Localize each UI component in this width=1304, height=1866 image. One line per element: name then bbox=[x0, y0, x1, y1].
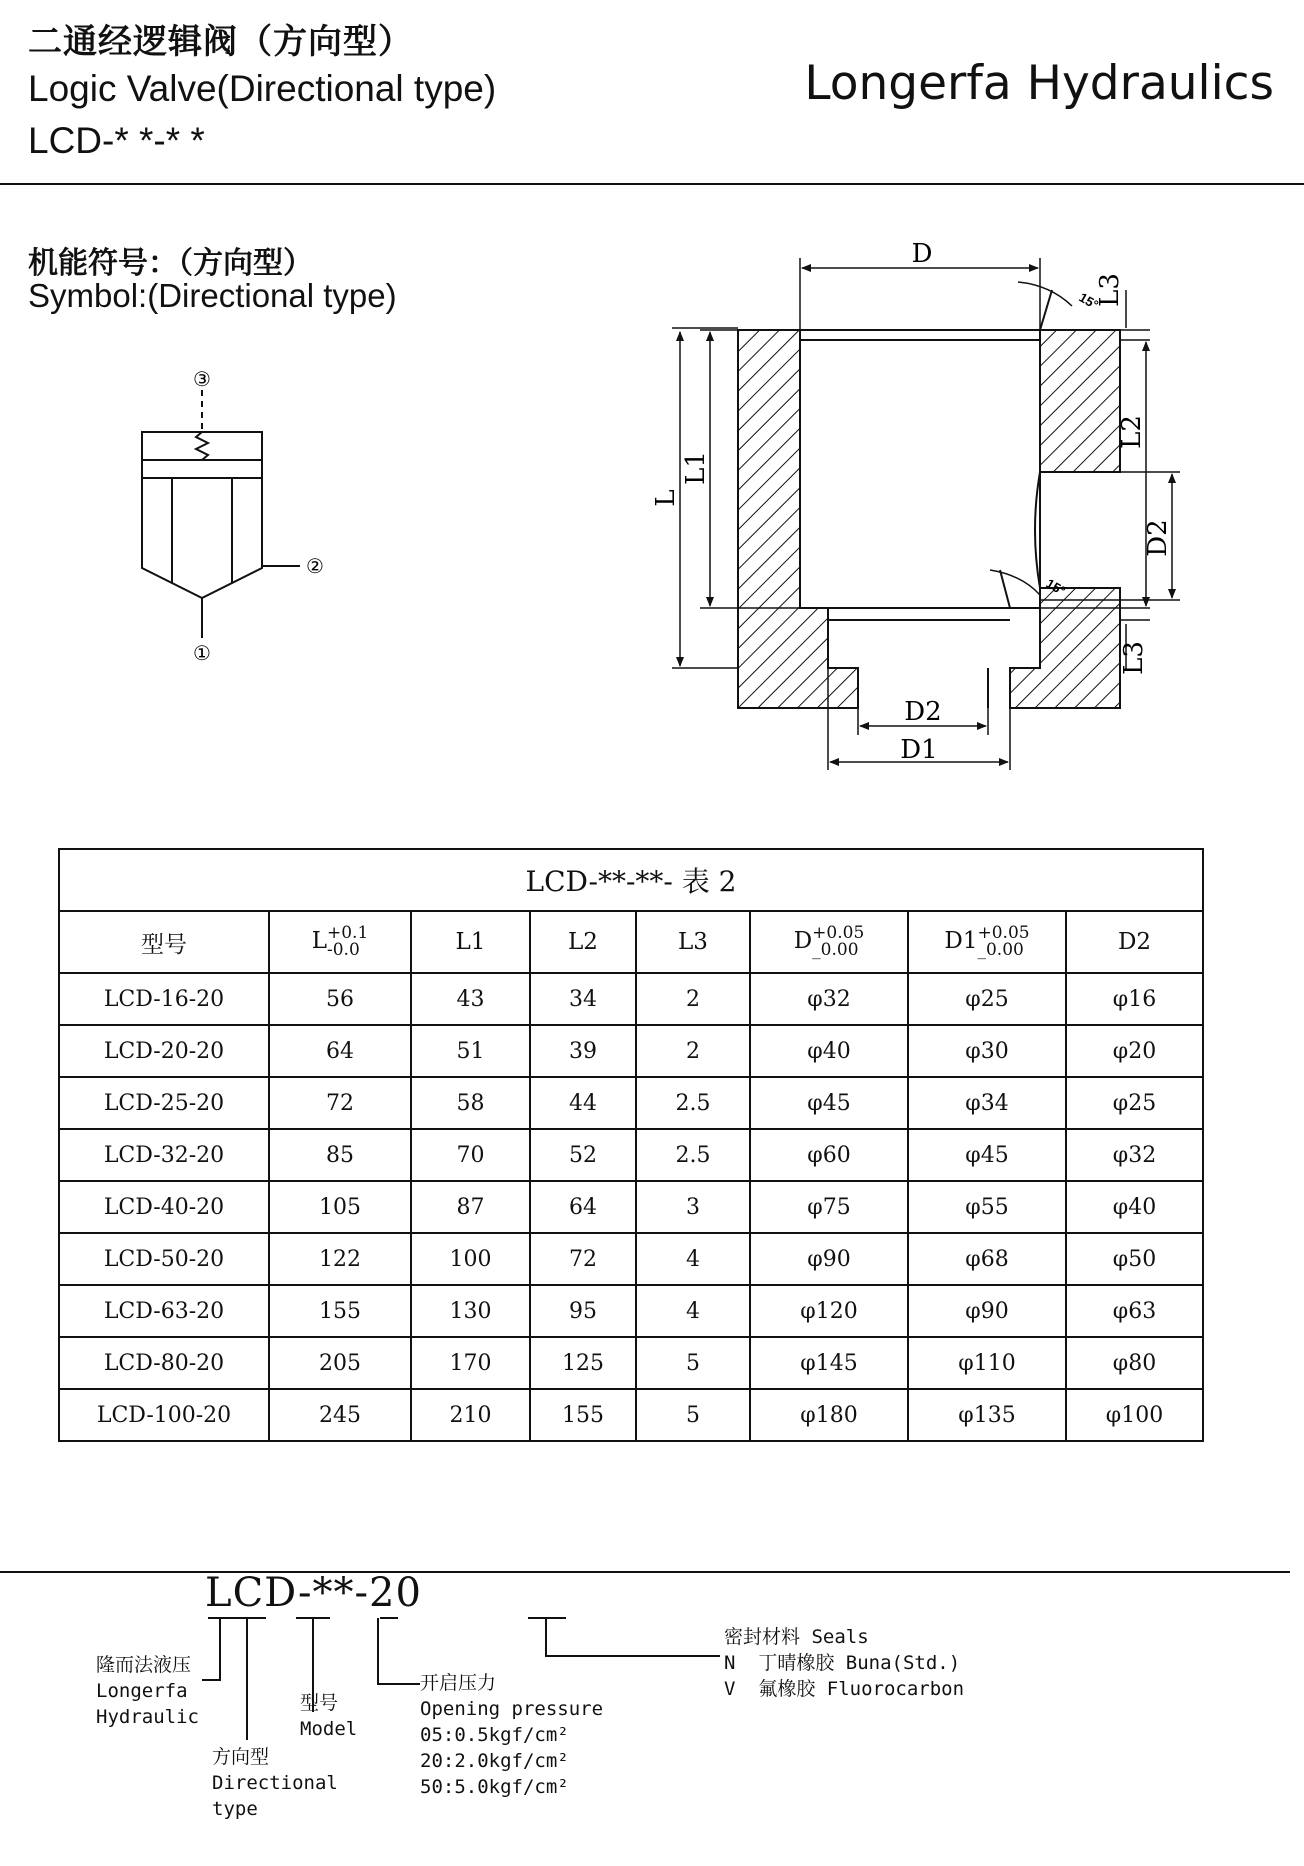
value-cell: 52 bbox=[530, 1129, 636, 1181]
model-cell: LCD-50-20 bbox=[59, 1233, 269, 1285]
table-row bbox=[59, 1129, 1203, 1181]
dim-L3-bottom: L3 bbox=[1119, 641, 1149, 675]
table-row bbox=[59, 1077, 1203, 1129]
value-cell: φ80 bbox=[1066, 1337, 1203, 1389]
port-label-3: ③ bbox=[193, 367, 211, 391]
value-cell: φ180 bbox=[750, 1389, 908, 1441]
model-cell: LCD-100-20 bbox=[59, 1389, 269, 1441]
col-header-L3: L3 bbox=[636, 911, 750, 973]
value-cell: 205 bbox=[269, 1337, 411, 1389]
dim-D1: D1 bbox=[900, 735, 938, 765]
model-code: LCD-* *-* * bbox=[28, 120, 205, 161]
port-label-1: ① bbox=[193, 641, 211, 665]
valve-symbol bbox=[142, 390, 300, 638]
model-cell: LCD-63-20 bbox=[59, 1285, 269, 1337]
dim-D2-side: D2 bbox=[1143, 519, 1173, 557]
value-cell: 72 bbox=[530, 1233, 636, 1285]
value-cell: φ60 bbox=[750, 1129, 908, 1181]
value-cell: 56 bbox=[269, 973, 411, 1025]
col-header-D2: D2 bbox=[1066, 911, 1203, 973]
value-cell: 210 bbox=[411, 1389, 530, 1441]
dimension-table bbox=[58, 848, 1204, 1442]
symbol-title-english: Symbol:(Directional type) bbox=[28, 277, 397, 314]
dim-L: L bbox=[651, 489, 681, 507]
col-header-L1: L1 bbox=[411, 911, 530, 973]
value-cell: φ25 bbox=[908, 973, 1066, 1025]
value-cell: 155 bbox=[530, 1389, 636, 1441]
col-header-L: L+0.1 -0.0 bbox=[269, 911, 411, 973]
value-cell: 85 bbox=[269, 1129, 411, 1181]
value-cell: φ55 bbox=[908, 1181, 1066, 1233]
value-cell: φ25 bbox=[1066, 1077, 1203, 1129]
value-cell: 5 bbox=[636, 1389, 750, 1441]
value-cell: 58 bbox=[411, 1077, 530, 1129]
value-cell: 125 bbox=[530, 1337, 636, 1389]
table-row bbox=[59, 1233, 1203, 1285]
brand-name: Longerfa Hydraulics bbox=[804, 56, 1274, 111]
value-cell: φ40 bbox=[750, 1025, 908, 1077]
value-cell: 105 bbox=[269, 1181, 411, 1233]
value-cell: φ40 bbox=[1066, 1181, 1203, 1233]
port-label-2: ② bbox=[306, 554, 324, 578]
value-cell: 2 bbox=[636, 1025, 750, 1077]
value-cell: 155 bbox=[269, 1285, 411, 1337]
value-cell: 170 bbox=[411, 1337, 530, 1389]
value-cell: 5 bbox=[636, 1337, 750, 1389]
value-cell: φ68 bbox=[908, 1233, 1066, 1285]
symbol-title-chinese: 机能符号：（方向型） bbox=[28, 246, 313, 281]
dim-L1: L1 bbox=[681, 451, 711, 485]
value-cell: 39 bbox=[530, 1025, 636, 1077]
col-header-D1: D1+0.05 _0.00 bbox=[908, 911, 1066, 973]
table-row bbox=[59, 1285, 1203, 1337]
cavity-drawing bbox=[672, 258, 1180, 770]
dim-L2: L2 bbox=[1117, 415, 1147, 449]
value-cell: φ45 bbox=[908, 1129, 1066, 1181]
value-cell: φ100 bbox=[1066, 1389, 1203, 1441]
value-cell: φ32 bbox=[1066, 1129, 1203, 1181]
angle-bottom: 15° bbox=[1043, 575, 1069, 599]
angle-top: 15° bbox=[1076, 289, 1102, 313]
value-cell: 4 bbox=[636, 1285, 750, 1337]
value-cell: 95 bbox=[530, 1285, 636, 1337]
model-cell: LCD-20-20 bbox=[59, 1025, 269, 1077]
ordering-divider bbox=[0, 1571, 1290, 1573]
value-cell: 43 bbox=[411, 973, 530, 1025]
value-cell: φ50 bbox=[1066, 1233, 1203, 1285]
value-cell: 34 bbox=[530, 973, 636, 1025]
value-cell: φ90 bbox=[908, 1285, 1066, 1337]
dim-L3-top: L3 bbox=[1095, 273, 1125, 307]
col-header-L2: L2 bbox=[530, 911, 636, 973]
value-cell: 44 bbox=[530, 1077, 636, 1129]
value-cell: φ63 bbox=[1066, 1285, 1203, 1337]
table-row bbox=[59, 1337, 1203, 1389]
model-cell: LCD-80-20 bbox=[59, 1337, 269, 1389]
value-cell: 2.5 bbox=[636, 1129, 750, 1181]
value-cell: 72 bbox=[269, 1077, 411, 1129]
model-cell: LCD-16-20 bbox=[59, 973, 269, 1025]
title-english: Logic Valve(Directional type) bbox=[28, 68, 497, 109]
pressure-note: 开启压力 Opening pressure 05:0.5kgf/cm² 20:2.0kgf/cm² 50:5.0kgf/cm² bbox=[420, 1672, 604, 1798]
dim-D2-bottom: D2 bbox=[904, 697, 942, 727]
value-cell: φ16 bbox=[1066, 973, 1203, 1025]
value-cell: φ75 bbox=[750, 1181, 908, 1233]
value-cell: φ110 bbox=[908, 1337, 1066, 1389]
brand-note: 隆而法液压 Longerfa Hydraulic bbox=[96, 1654, 199, 1728]
value-cell: 2 bbox=[636, 973, 750, 1025]
col-header-model: 型号 bbox=[59, 911, 269, 973]
value-cell: 51 bbox=[411, 1025, 530, 1077]
col-header-D: D+0.05 _0.00 bbox=[750, 911, 908, 973]
value-cell: φ34 bbox=[908, 1077, 1066, 1129]
value-cell: φ32 bbox=[750, 973, 908, 1025]
value-cell: 70 bbox=[411, 1129, 530, 1181]
table-row bbox=[59, 1181, 1203, 1233]
type-note: 方向型 Directional type bbox=[212, 1746, 338, 1820]
dim-D: D bbox=[911, 239, 933, 269]
table-header-row bbox=[59, 911, 1203, 973]
seals-note: 密封材料 Seals N 丁晴橡胶 Buna(Std.) V 氟橡胶 Fluorocarbon bbox=[724, 1626, 965, 1700]
value-cell: φ145 bbox=[750, 1337, 908, 1389]
value-cell: 3 bbox=[636, 1181, 750, 1233]
value-cell: φ45 bbox=[750, 1077, 908, 1129]
value-cell: 245 bbox=[269, 1389, 411, 1441]
value-cell: 100 bbox=[411, 1233, 530, 1285]
table-row bbox=[59, 1389, 1203, 1441]
drawings-canvas bbox=[0, 0, 1304, 820]
model-cell: LCD-25-20 bbox=[59, 1077, 269, 1129]
value-cell: φ90 bbox=[750, 1233, 908, 1285]
value-cell: 87 bbox=[411, 1181, 530, 1233]
model-cell: LCD-40-20 bbox=[59, 1181, 269, 1233]
value-cell: 64 bbox=[530, 1181, 636, 1233]
title-chinese: 二通经逻辑阀（方向型） bbox=[28, 22, 413, 62]
table-caption: LCD-**-**- 表 2 bbox=[59, 849, 1203, 911]
value-cell: φ135 bbox=[908, 1389, 1066, 1441]
table-row bbox=[59, 973, 1203, 1025]
value-cell: φ120 bbox=[750, 1285, 908, 1337]
value-cell: 130 bbox=[411, 1285, 530, 1337]
value-cell: φ20 bbox=[1066, 1025, 1203, 1077]
value-cell: 64 bbox=[269, 1025, 411, 1077]
ordering-code: LCD-**-20 bbox=[205, 1570, 422, 1616]
value-cell: 122 bbox=[269, 1233, 411, 1285]
model-note: 型号 Model bbox=[300, 1692, 358, 1740]
model-cell: LCD-32-20 bbox=[59, 1129, 269, 1181]
table-row bbox=[59, 1025, 1203, 1077]
value-cell: 2.5 bbox=[636, 1077, 750, 1129]
value-cell: φ30 bbox=[908, 1025, 1066, 1077]
value-cell: 4 bbox=[636, 1233, 750, 1285]
